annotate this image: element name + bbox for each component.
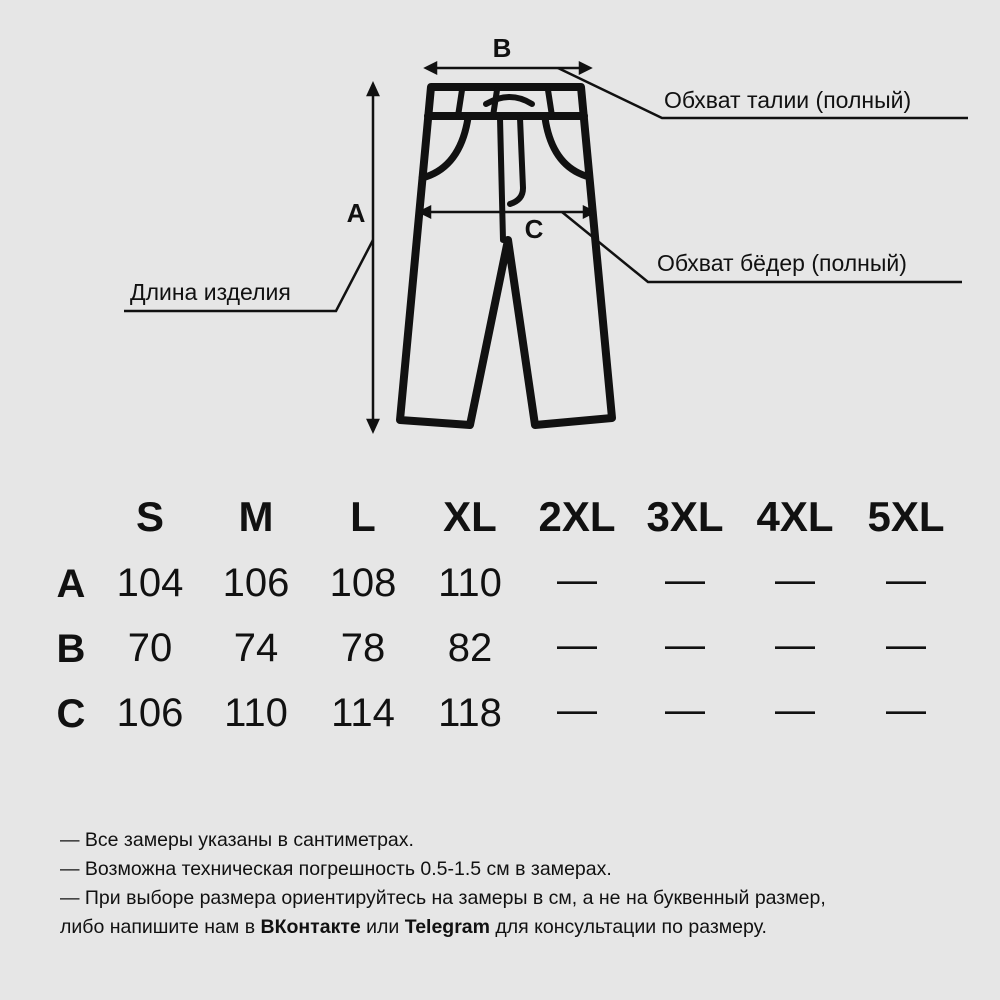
size-header: 5XL [867, 493, 945, 540]
table-cell: 108 [329, 561, 397, 605]
note-text: или [360, 916, 405, 938]
table-cell: 114 [331, 691, 395, 735]
size-header: XL [443, 493, 497, 540]
table-cell: — [557, 558, 597, 602]
size-header: S [135, 493, 164, 540]
size-header: 4XL [756, 493, 834, 540]
length-label: Длина изделия [130, 279, 291, 305]
table-cell: — [886, 558, 926, 602]
table-cell: — [665, 558, 705, 602]
table-cell: 70 [127, 626, 173, 670]
note-line: — Все замеры указаны в сантиметрах. [60, 829, 414, 851]
pants-outline [400, 87, 612, 425]
table-cell: 110 [438, 561, 502, 605]
size-header: 2XL [538, 493, 616, 540]
table-cell: — [665, 688, 705, 732]
note-line [60, 913, 980, 942]
table-cell: 106 [116, 691, 184, 735]
note-line: — При выборе размера ориентируйтесь на замеры в см, а не на буквенный размер, [60, 887, 826, 909]
table-cell: — [557, 623, 597, 667]
note-text: либо напишите нам в [60, 916, 261, 938]
note-line: — Возможна техническая погрешность 0.5-1.5 см в замерах. [60, 858, 612, 880]
table-cell: 74 [233, 626, 279, 670]
label-a: A [346, 198, 366, 228]
table-cell: — [886, 688, 926, 732]
row-label-a: A [56, 562, 86, 606]
size-header: L [350, 493, 376, 540]
note-text: для консультации по размеру. [490, 916, 767, 938]
table-cell: — [775, 688, 815, 732]
size-notes [60, 826, 980, 942]
table-cell: 82 [447, 626, 493, 670]
right-pocket [545, 118, 586, 176]
size-header: M [238, 493, 274, 540]
label-b: B [492, 33, 512, 63]
table-cell: — [557, 688, 597, 732]
table-cell: — [775, 623, 815, 667]
pants-diagram [0, 0, 1000, 460]
row-label-b: B [56, 627, 86, 671]
table-cell: 104 [116, 561, 184, 605]
telegram-mention: Telegram [404, 916, 490, 938]
table-cell: 78 [340, 626, 386, 670]
table-cell: — [775, 558, 815, 602]
label-c: C [524, 214, 544, 244]
row-label-c: C [56, 692, 86, 736]
waist-label: Обхват талии (полный) [664, 87, 912, 113]
table-cell: — [665, 623, 705, 667]
table-cell: 106 [222, 561, 290, 605]
button-loop [486, 97, 532, 104]
table-cell: 118 [438, 691, 502, 735]
table-cell: 110 [224, 691, 288, 735]
size-header: 3XL [646, 493, 724, 540]
fly-seam [500, 118, 523, 240]
table-cell: — [886, 623, 926, 667]
hips-label: Обхват бёдер (полный) [657, 250, 907, 276]
vk-mention: ВКонтакте [260, 916, 361, 938]
